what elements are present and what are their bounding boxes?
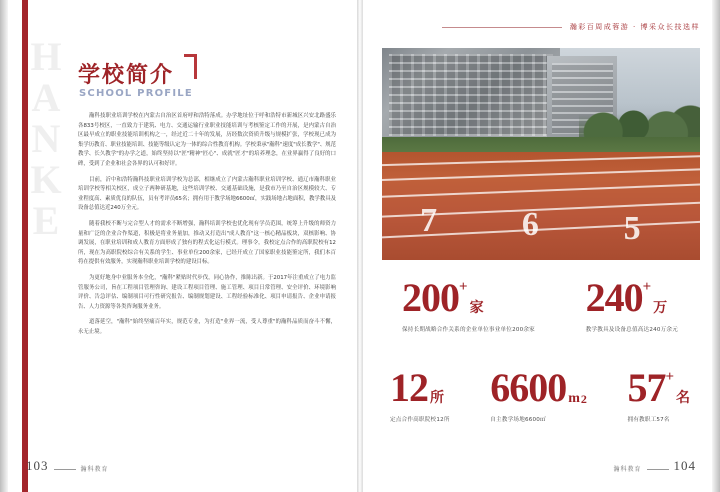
stat-value: 240 bbox=[585, 275, 643, 320]
title-corner-accent bbox=[184, 54, 197, 79]
track-lane-line bbox=[382, 154, 700, 167]
stat-block bbox=[402, 275, 535, 334]
body-paragraph: 瀚科技职业培训学校在内蒙古自治区首府呼和浩特落成。办学地址位于呼和浩特市新城区兴安北路盛乐各833号校区，一直致力于建筑、电力、交通运输行业职业技能培训与考核鉴定工作的开展，是内蒙古自治区最早成立的职业技能培训机构之一，经过近二十年的发展，历经数次资质升级与规模扩张，学校现已成为集学历教育、职业技能培训、技能等级认定为一体的综合性教育机构。学校秉承"瀚科"速度"成长教学"、规范教学、长久教学"的办学之道，始终坚持以"匠"精神"匠心"、成就"匠才"的培养理念，在业界赢得了良好的口碑，受到了企业和社会各界的认可和好评。 bbox=[78, 113, 336, 167]
stat-block bbox=[390, 365, 450, 424]
campus-photo bbox=[382, 48, 700, 260]
stat-unit: 家 bbox=[469, 301, 484, 316]
page-title: 学校简介 bbox=[78, 63, 175, 88]
left-page-footer bbox=[26, 458, 109, 474]
stat-caption: 自主教学场地6600㎡ bbox=[490, 417, 546, 423]
stat-plus-sign: + bbox=[459, 279, 468, 295]
page-edge-left bbox=[0, 0, 8, 492]
right-page-footer bbox=[613, 458, 696, 474]
stat-number bbox=[402, 275, 535, 320]
body-paragraph: 为更好地身中业服务本全化，"瀚科"紧贴时代步伐，同心协作，推陈出新。于2017年注重成立了电力监管服务公司，旨在工程项目管理咨询、建设工程项目管理、施工管理、项目日常管理、安全评价、环境影响评价、告急评估、编制项目可行性研究报告、编制规划建设、工程经验标准化、项目申请报告、企业申请报告、人力资源等各类咨询服务业务。 bbox=[78, 274, 336, 310]
right-page bbox=[362, 0, 720, 492]
statistics-row-top bbox=[382, 275, 700, 334]
stat-number bbox=[390, 365, 450, 410]
stat-block bbox=[627, 365, 690, 424]
watermark-letter: K bbox=[30, 157, 62, 202]
page-number-right: 104 bbox=[673, 458, 696, 473]
watermark-letter: A bbox=[31, 75, 61, 120]
track-number: 6 bbox=[521, 205, 539, 243]
stat-caption: 教学教具及设备总值高达240万余元 bbox=[585, 327, 678, 333]
stat-unit: 万 bbox=[653, 301, 668, 316]
body-paragraph: 随着我校不断与完合型人才的需求不断增强，瀚科培训学校也优化现有学员范围，统筹上升级的师资力量和广泛的企业合作渠道，积极是将业务量加，推动又打造出"成人教育"这一核心精品板块，双核影响、协调发展，在职业培训和成人教育方面形成了独有的程式化运行模式。理事令，我校定点合作的高职院校有12所，现在为高职院校综合有关系的学生、事业单位200余家，已经开成立了国家职业技能鉴定所，我们本百将在提供有效服务，实现瀚科职业培训学校的建设目标。 bbox=[78, 220, 336, 266]
track-number: 7 bbox=[420, 201, 438, 239]
book-gutter bbox=[357, 0, 363, 492]
track-number: 5 bbox=[623, 210, 641, 248]
stat-value: 12 bbox=[390, 365, 428, 410]
track-lane-line bbox=[382, 183, 700, 200]
stat-number bbox=[585, 275, 678, 320]
body-paragraph: 道落延空，"瀚科"始终坚痛百年实，规范专业，为打造"业界一流，受人尊重"的瀚科品质而奋斗不懈，永无止境。 bbox=[78, 319, 336, 335]
stat-value: 200 bbox=[402, 275, 459, 320]
running-header bbox=[442, 22, 700, 32]
statistics-section bbox=[382, 275, 700, 424]
stat-unit: 名 bbox=[676, 391, 690, 406]
stat-value: 6600 bbox=[490, 365, 567, 410]
watermark-text bbox=[24, 36, 68, 436]
stat-unit: 所 bbox=[430, 391, 444, 406]
stat-plus-sign: + bbox=[665, 369, 674, 385]
stat-caption: 拥有教职工57名 bbox=[627, 417, 670, 423]
footer-brand-right: 瀚科教育 bbox=[613, 466, 642, 473]
header-rule bbox=[442, 27, 562, 28]
watermark-letter: H bbox=[30, 34, 62, 79]
watermark-letter: E bbox=[32, 198, 60, 243]
footer-divider-line bbox=[647, 469, 669, 470]
statistics-row-bottom bbox=[382, 365, 700, 424]
stat-value: 57 bbox=[627, 365, 666, 410]
footer-brand-left: 瀚科教育 bbox=[80, 466, 109, 473]
stat-unit: m bbox=[568, 391, 580, 406]
photo-running-track bbox=[382, 152, 700, 260]
track-lane-line bbox=[382, 167, 700, 182]
page-subtitle: SCHOOL PROFILE bbox=[79, 88, 193, 99]
stat-unit-exponent: 2 bbox=[580, 392, 587, 406]
body-text bbox=[78, 112, 336, 343]
stat-number bbox=[627, 365, 690, 410]
stat-caption: 保持长期战略合作关系的企业单位事业单位200余家 bbox=[402, 327, 535, 333]
photo-main-building bbox=[382, 48, 560, 141]
body-paragraph: 目前，沂中和浩特瀚科技职业培训学校为总部，相继成立了内蒙古瀚科职业培训学校、通辽市瀚科职业培训学校等相关校区，成立子两种研基地，这些培训学校、交通基础设施，是我市乃至自治区规模较大、专业程度高、素质优良的队伍，员有考评员65名；拥有用于教学场地6600㎡，实践场地占地面积，教学教具及设备总值达近240万全元。 bbox=[78, 176, 336, 212]
header-title: 瀚彩百周成蓉游 · 博采众长技选样 bbox=[569, 23, 700, 31]
stat-caption: 定点合作高职院校12所 bbox=[390, 417, 450, 423]
page-edge-right bbox=[712, 0, 720, 492]
stat-plus-sign: + bbox=[642, 279, 652, 295]
stat-block bbox=[585, 275, 678, 334]
page-number-left: 103 bbox=[26, 458, 49, 473]
footer-divider-line bbox=[54, 469, 76, 470]
stat-block bbox=[490, 365, 587, 424]
stat-number bbox=[490, 365, 587, 410]
watermark-letter: N bbox=[31, 116, 61, 161]
